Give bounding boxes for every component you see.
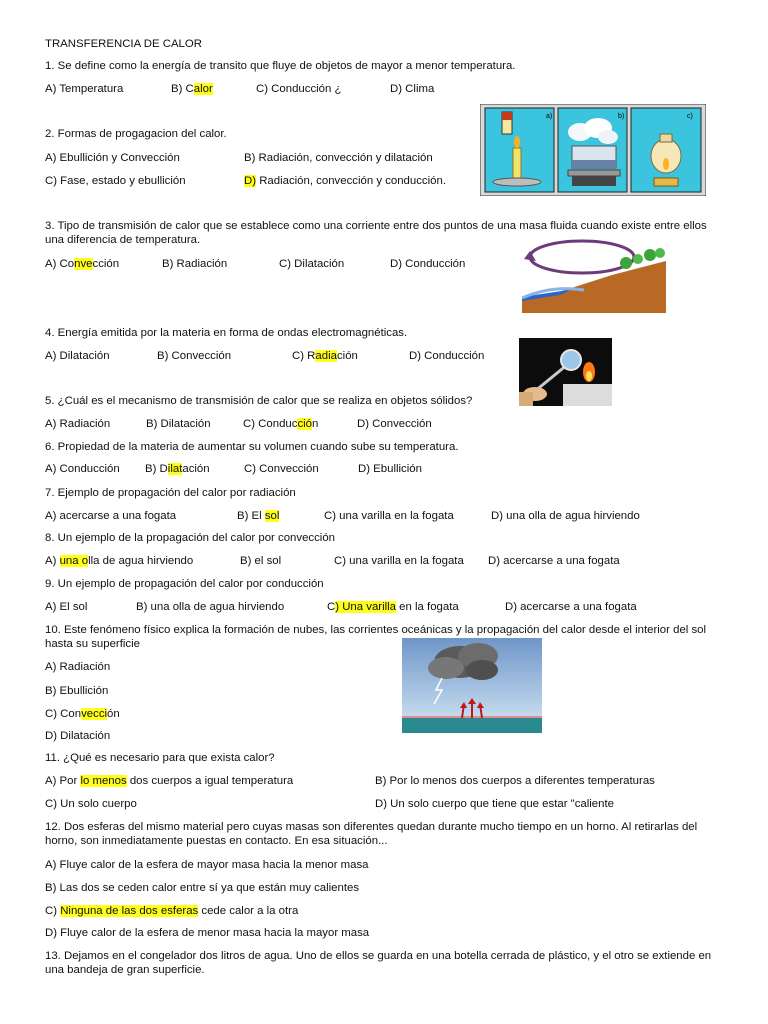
q7-option-d: D) una olla de agua hirviendo <box>491 510 640 522</box>
q7-option-b: B) El sol <box>237 510 280 522</box>
page-title: TRANSFERENCIA DE CALOR <box>45 38 202 50</box>
q2-option-c: C) Fase, estado y ebullición <box>45 175 186 187</box>
question-9: 9. Un ejemplo de propagación del calor por conducción <box>45 578 324 590</box>
heat-forms-figure <box>480 104 706 196</box>
q9-option-c: C) Una varilla en la fogata <box>327 601 459 613</box>
q3-option-d: D) Conducción <box>390 258 466 270</box>
storm-cloud-figure <box>402 638 542 733</box>
radiation-figure <box>519 338 612 406</box>
q11-option-a: A) Por lo menos dos cuerpos a igual temperatura <box>45 775 294 787</box>
question-5: 5. ¿Cuál es el mecanismo de transmisión de calor que se realiza en objetos sólidos? <box>45 395 473 407</box>
q2-option-d: D) Radiación, convección y conducción. <box>244 175 446 187</box>
question-2: 2. Formas de progagacion del calor. <box>45 128 227 140</box>
q4-option-d: D) Conducción <box>409 350 485 362</box>
q4-option-c: C) Radiación <box>292 350 358 362</box>
question-8: 8. Un ejemplo de la propagación del calor por convección <box>45 532 336 544</box>
q5-option-c: C) Conducción <box>243 418 319 430</box>
question-13: 13. Dejamos en el congelador dos litros de agua. Uno de ellos se guarda en una botella cerrada de plástico, y el otro se extiende en una bandeja de gran superficie. <box>45 950 712 976</box>
q8-option-b: B) el sol <box>240 555 282 567</box>
q1-option-a: A) Temperatura <box>45 83 124 95</box>
figure-label-b: b) <box>618 113 625 120</box>
q4-option-a: A) Dilatación <box>45 350 110 362</box>
convection-figure <box>522 235 666 313</box>
q10-option-a: A) Radiación <box>45 661 111 673</box>
q5-option-b: B) Dilatación <box>146 418 211 430</box>
question-3: 3. Tipo de transmisión de calor que se establece como una corriente entre dos puntos de una masa fluida cuando existe entre ellos una diferencia de temperatura. <box>45 220 707 246</box>
q12-option-b: B) Las dos se ceden calor entre sí ya que están muy calientes <box>45 882 360 894</box>
q7-option-a: A) acercarse a una fogata <box>45 510 177 522</box>
q8-option-d: D) acercarse a una fogata <box>488 555 620 567</box>
q2-option-a: A) Ebullición y Convección <box>45 152 180 164</box>
q11-option-c: C) Un solo cuerpo <box>45 798 137 810</box>
q12-option-c: C) Ninguna de las dos esferas cede calor a la otra <box>45 905 299 917</box>
q1-option-d: D) Clima <box>390 83 435 95</box>
q1-option-c: C) Conducción ¿ <box>256 83 342 95</box>
figure-label-a: a) <box>546 113 553 120</box>
q6-option-c: C) Convección <box>244 463 319 475</box>
q10-option-c: C) Convección <box>45 708 120 720</box>
q9-option-d: D) acercarse a una fogata <box>505 601 637 613</box>
question-10: 10. Este fenómeno físico explica la formación de nubes, las corrientes oceánicas y la propagación del calor desde el interior del sol hasta su superficie <box>45 624 707 650</box>
q6-option-b: B) Dilatación <box>145 463 210 475</box>
q9-option-a: A) El sol <box>45 601 88 613</box>
q5-option-d: D) Convección <box>357 418 432 430</box>
question-7: 7. Ejemplo de propagación del calor por radiación <box>45 487 296 499</box>
question-12: 12. Dos esferas del mismo material pero cuyas masas son diferentes quedan durante mucho tiempo en un horno. Al retirarlas del horno, son inmediatamente puestas en contacto. En esa situación... <box>45 821 698 847</box>
q6-option-a: A) Conducción <box>45 463 120 475</box>
question-1: 1. Se define como la energía de transito que fluye de objetos de mayor a menor temperatura. <box>45 60 516 72</box>
q3-option-b: B) Radiación <box>162 258 228 270</box>
q2-option-b: B) Radiación, convección y dilatación <box>244 152 433 164</box>
question-4: 4. Energía emitida por la materia en forma de ondas electromagnéticas. <box>45 327 408 339</box>
q6-option-d: D) Ebullición <box>358 463 422 475</box>
q4-option-b: B) Convección <box>157 350 232 362</box>
q11-option-b: B) Por lo menos dos cuerpos a diferentes temperaturas <box>375 775 655 787</box>
q8-option-c: C) una varilla en la fogata <box>334 555 464 567</box>
q12-option-d: D) Fluye calor de la esfera de menor masa hacia la mayor masa <box>45 927 370 939</box>
q1-option-b: B) Calor <box>171 83 213 95</box>
q9-option-b: B) una olla de agua hirviendo <box>136 601 285 613</box>
question-11: 11. ¿Qué es necesario para que exista calor? <box>45 752 275 764</box>
q12-option-a: A) Fluye calor de la esfera de mayor masa hacia la menor masa <box>45 859 369 871</box>
q10-option-b: B) Ebullición <box>45 685 109 697</box>
figure-label-c: c) <box>687 113 693 120</box>
q11-option-d: D) Un solo cuerpo que tiene que estar "caliente <box>375 798 614 810</box>
q5-option-a: A) Radiación <box>45 418 111 430</box>
q3-option-c: C) Dilatación <box>279 258 345 270</box>
q7-option-c: C) una varilla en la fogata <box>324 510 454 522</box>
q10-option-d: D) Dilatación <box>45 730 111 742</box>
q3-option-a: A) Convección <box>45 258 120 270</box>
question-6: 6. Propiedad de la materia de aumentar su volumen cuando sube su temperatura. <box>45 441 459 453</box>
q8-option-a: A) una olla de agua hirviendo <box>45 555 194 567</box>
